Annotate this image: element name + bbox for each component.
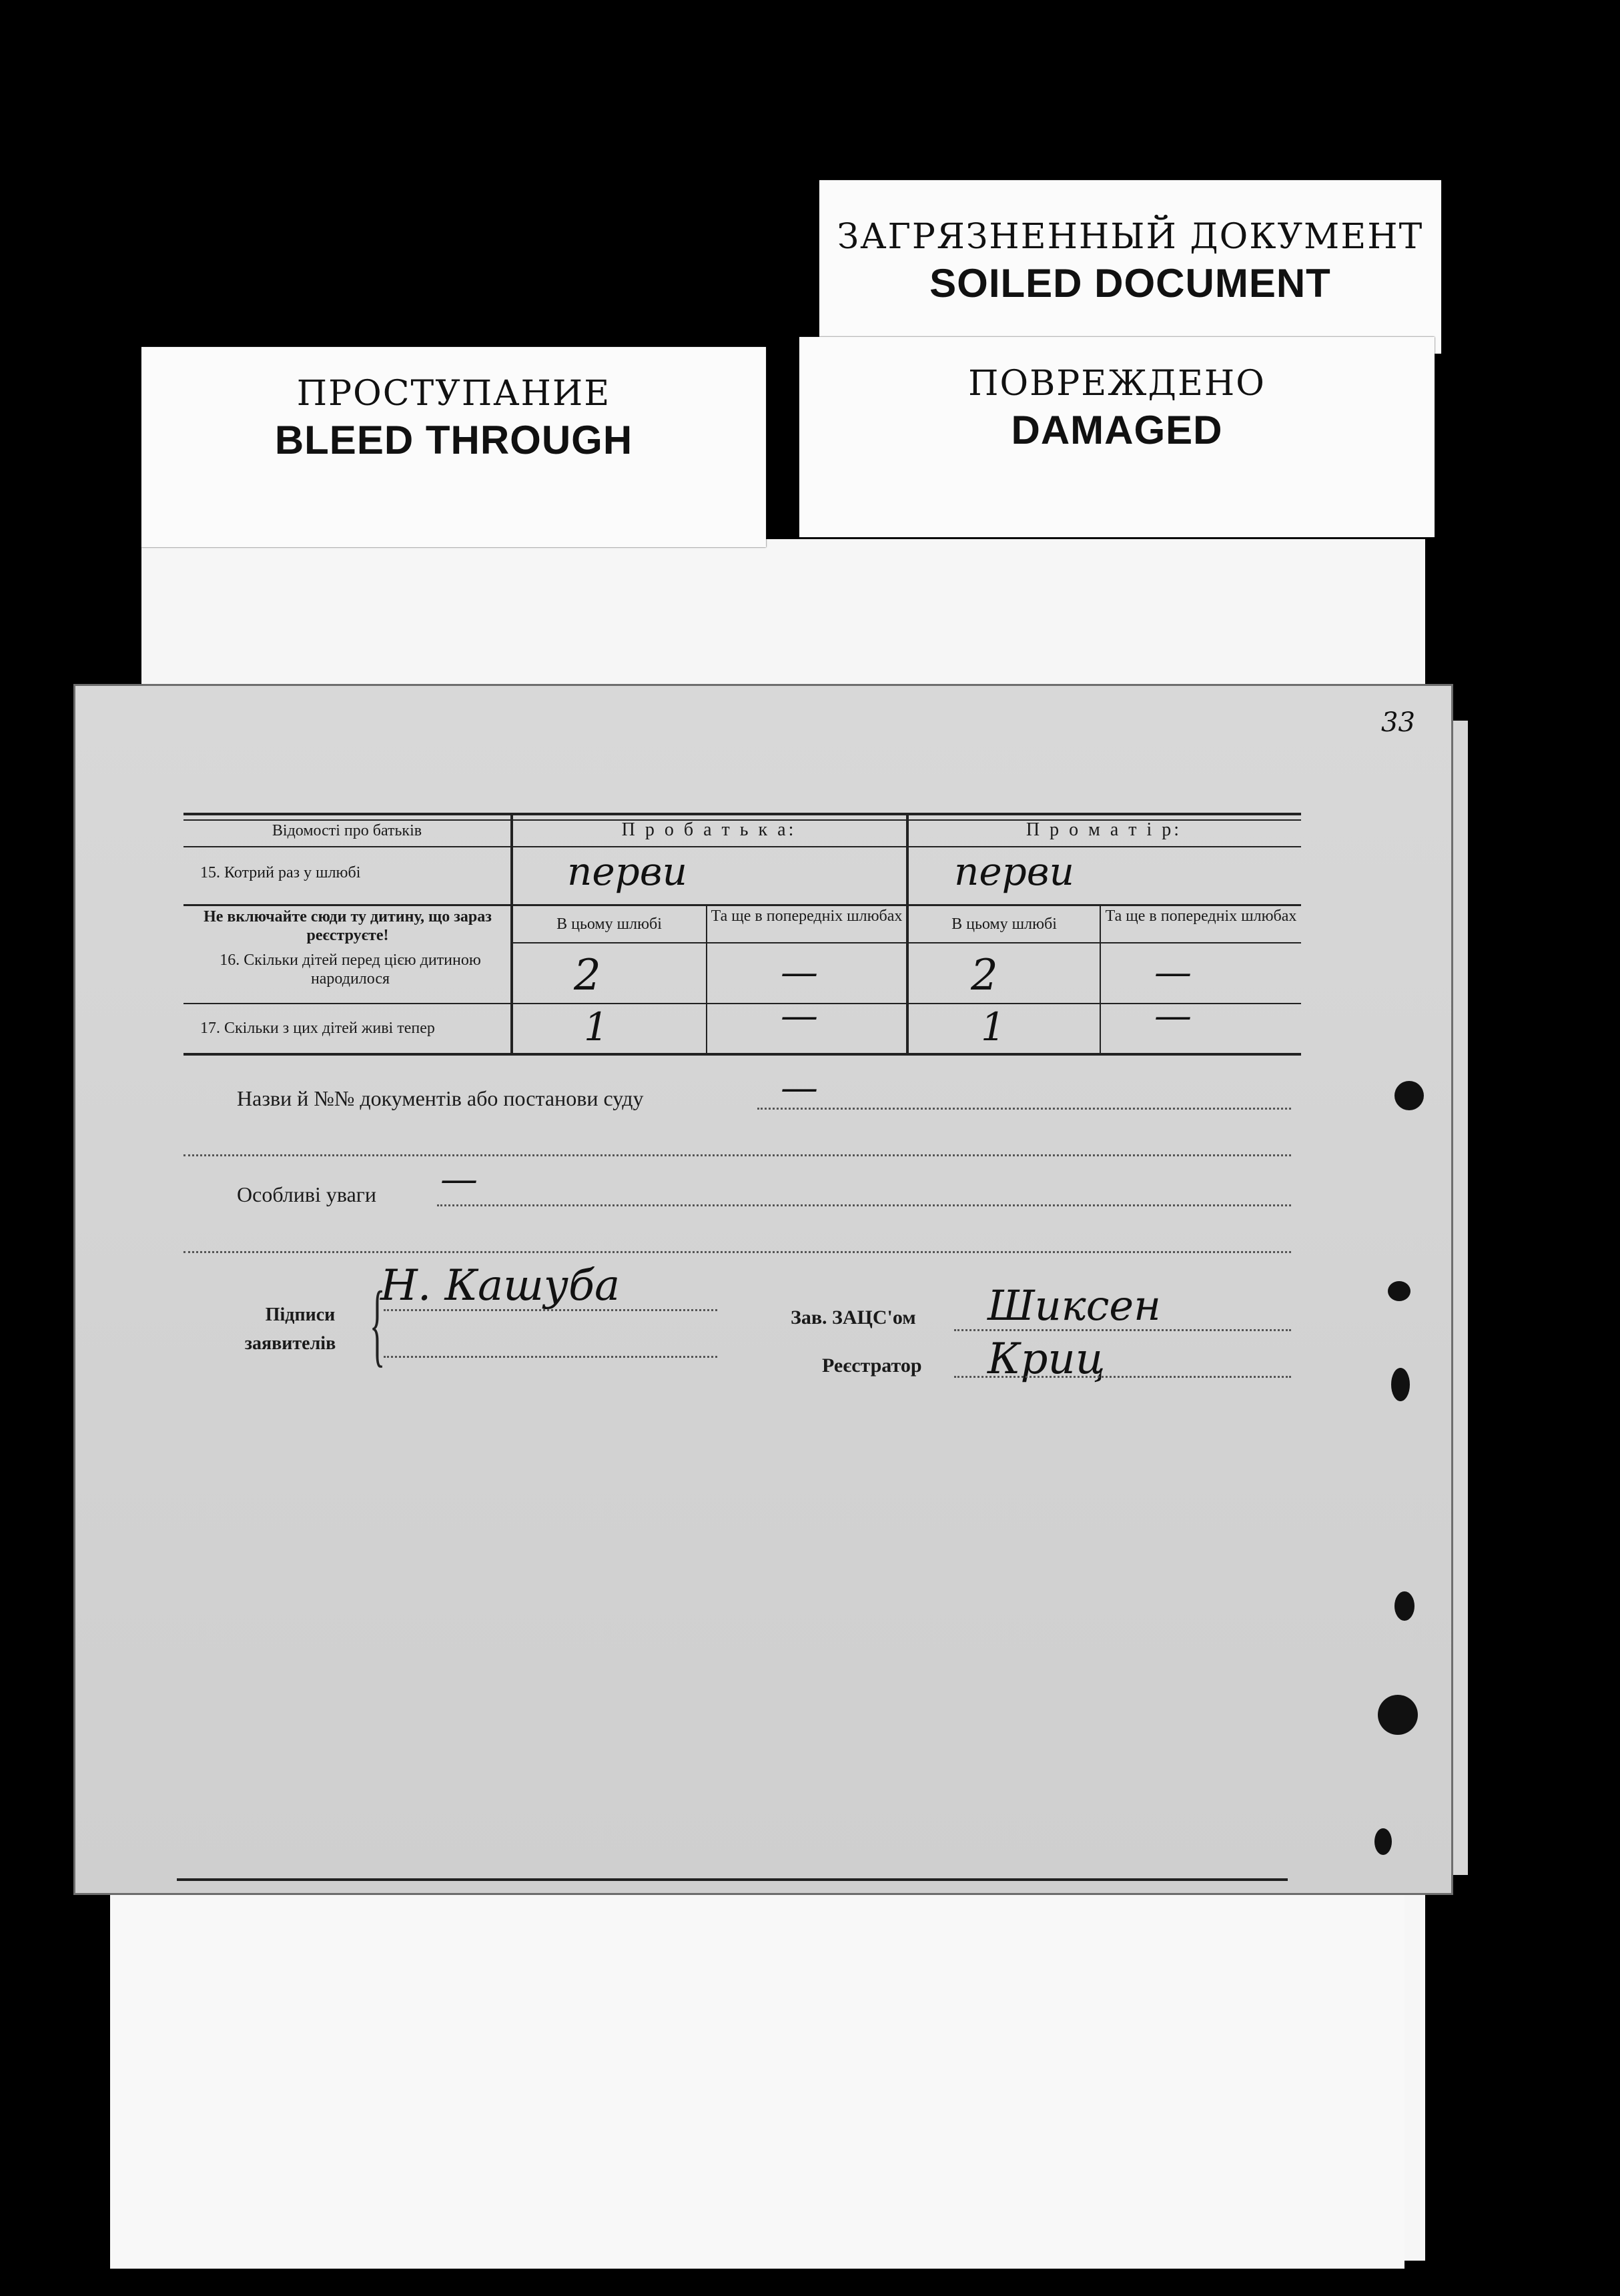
notes-line-1 [437,1204,1291,1206]
table-col-rule-3 [706,906,707,1054]
bleed-slip-en: BLEED THROUGH [274,418,633,462]
row15-father-value: перви [567,849,687,894]
soiled-slip-en: SOILED DOCUMENT [929,261,1331,306]
table-row15-rule [183,904,1301,906]
damage-spot [1378,1695,1418,1735]
table-header-parents: Відомості про батьків [272,822,422,839]
documents-label: Назви й №№ документів або постанови суду [237,1086,644,1110]
damage-spot [1374,1828,1392,1855]
damaged-slip [799,337,1435,537]
card-bottom-rule [177,1878,1288,1881]
bleed-slip-ru: ПРОСТУПАНИЕ [296,374,611,414]
row17-mother-current: 1 [981,1004,1005,1050]
notes-line-2 [183,1251,1291,1253]
table-row16-rule [183,1003,1301,1004]
damage-spot [1394,1591,1414,1621]
registrar-sig-line [954,1376,1291,1378]
head-sig-line [954,1329,1291,1331]
row15-label: 15. Котрий раз у шлюбі [200,864,361,881]
damage-spot [1394,1081,1424,1110]
applicant-signature: Н. Кашуба [380,1261,621,1310]
row17-father-previous: — [781,994,818,1038]
damage-spot [1388,1281,1410,1301]
subheader-father-prev: Та ще в попередніх шлюбах [711,907,903,925]
table-bottom-rule [183,1053,1301,1056]
row17-father-current: 1 [584,1004,609,1050]
page-number: 33 [1381,707,1415,738]
applicant-sig-line-1 [384,1309,717,1311]
row17-label: 17. Скільки з цих дітей живі тепер [200,1020,435,1037]
subheader-father-in-marriage: В цьому шлюбі [556,915,662,933]
table-header-mother: П р о м а т і р: [1026,819,1182,840]
subheader-mother-in-marriage: В цьому шлюбі [951,915,1057,933]
row16-father-previous: — [781,951,818,994]
table-col-rule-1 [510,815,513,1054]
registrar-label: Реєстратор [822,1355,922,1377]
subheader-mother-prev: Та ще в попередніх шлюбах [1105,907,1297,925]
row17-mother-previous: — [1154,994,1192,1038]
notes-value: — [440,1158,478,1201]
damage-spot [1391,1368,1410,1401]
soiled-slip-ru: ЗАГРЯЗНЕННЫЙ ДОКУМЕНТ [837,217,1424,257]
table-header-rule [183,846,1301,847]
bleed-through-slip [141,347,766,547]
documents-value: — [781,1066,818,1110]
applicant-sig-line-2 [384,1356,717,1358]
documents-line-2 [183,1154,1291,1156]
table-col-rule-4 [1100,906,1101,1054]
applicants-label-2: заявителів [244,1333,336,1354]
registrar-signature: Криц [987,1334,1106,1384]
row16-label: 16. Скільки дітей перед цією дитиною народилося [220,951,481,988]
row16-mother-previous: — [1154,951,1192,994]
documents-line-1 [757,1108,1291,1110]
applicants-brace: { [369,1272,386,1376]
subheader-note: Не включайте сюди ту дитину, що зараз реєструєте! [204,908,492,944]
head-signature: Шиксен [987,1281,1161,1330]
row16-mother-current: 2 [971,951,998,1000]
table-header-father: П р о б а т ь к а: [621,819,797,840]
back-sheet-lower [110,1868,1404,2269]
table-top-rule [183,813,1301,815]
damaged-slip-en: DAMAGED [1011,408,1223,452]
soiled-document-slip [819,180,1441,354]
table-col-rule-2 [906,815,909,1054]
head-label: Зав. ЗАЦС'ом [791,1306,916,1328]
row15-mother-value: перви [954,849,1074,894]
row16-father-current: 2 [574,951,601,1000]
notes-label: Особливі уваги [237,1182,377,1206]
applicants-label-1: Підписи [265,1304,336,1325]
damaged-slip-ru: ПОВРЕЖДЕНО [968,364,1266,404]
